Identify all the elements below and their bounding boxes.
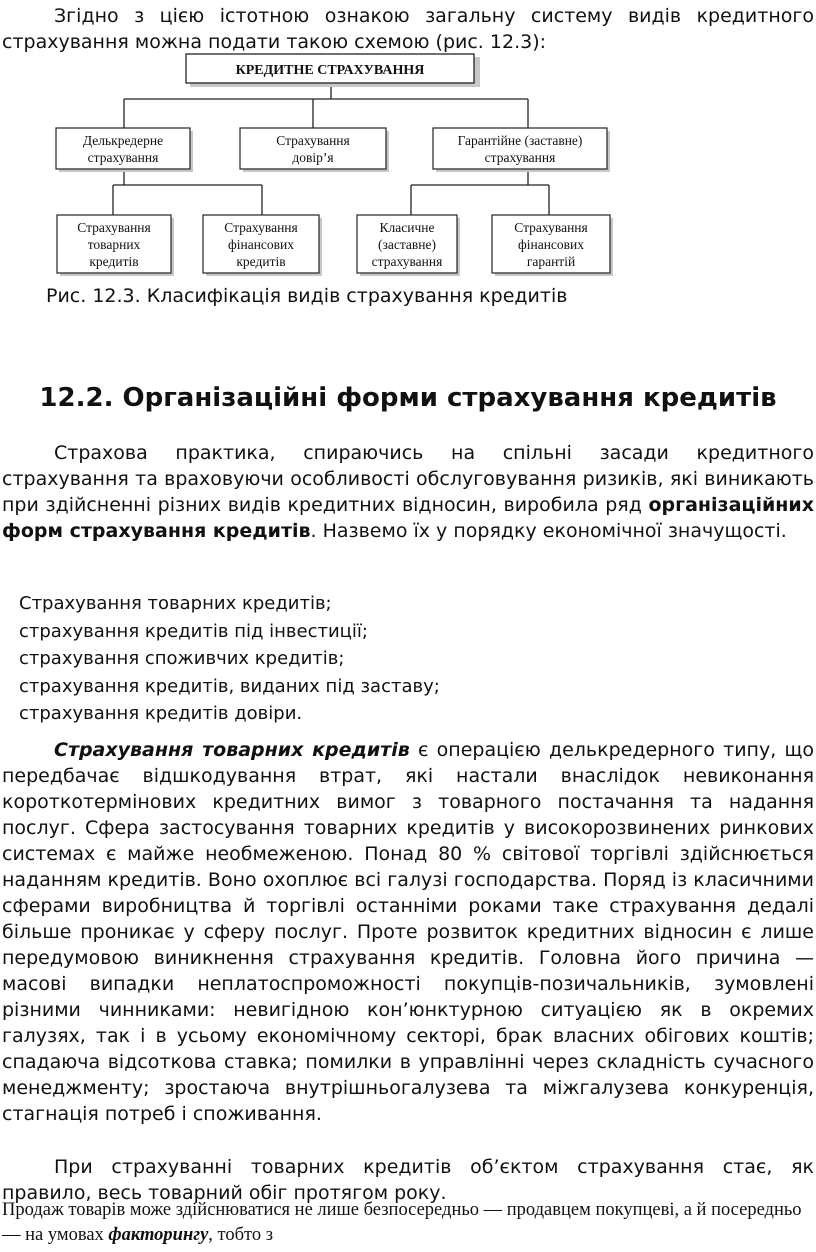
diagram-node-guarantee <box>433 128 610 172</box>
svg-text:фінансових: фінансових <box>227 237 295 252</box>
italic-bold-term: Страхування товарних кредитів <box>54 739 410 761</box>
svg-text:Страхування: Страхування <box>77 220 151 235</box>
diagram-node-delcredere <box>56 128 193 172</box>
diagram-root-label: КРЕДИТНЕ СТРАХУВАННЯ <box>235 63 425 78</box>
svg-text:Делькредерне: Делькредерне <box>82 133 164 148</box>
bold-term: організаційних форм страхування кредитів <box>2 494 814 542</box>
section-heading: 12.2. Організаційні форми страхування кредитів <box>39 383 777 413</box>
svg-text:(заставне): (заставне) <box>378 237 436 252</box>
diagram-node-commodity-credits <box>57 215 174 276</box>
svg-text:Страхування: Страхування <box>514 220 588 235</box>
svg-text:Класичне: Класичне <box>379 220 435 235</box>
svg-text:кредитів: кредитів <box>236 254 286 269</box>
diagram-root-box <box>186 54 480 87</box>
paragraph-commodity-credits: Страхування товарних кредитів є операцією делькредерного типу, що передбачає відшкодування втрат, які настали внаслідок невиконання короткотермінових кредитних вимог з товарного постачання та надання послуг. Сфера застосування товарних кредитів у високорозвинених ринкових системах є майже необмеженою. Понад 80 % світової торгівлі здійснюється наданням кредитів. Воно охоплює всі галузі господарства. Поряд із класичними сферами виробництва й торгівлі останніми роками таке страхування дедалі більше проникає у сферу послуг. Проте розвиток кредитних відносин є лише передумовою виникнення страхування кредитів. Головна його причина — масові випадки неплатоспроможності покупців-позичальників, зумовлені різними чинниками: невигідною кон’юнктурною ситуацією як в окремих галузях, так і в усьому економічному секторі, брак власних обігових коштів; спадаюча відсоткова ставка; помилки в управлінні через складність сучасного менеджменту; зростаюча внутрішньогалузева та міжгалузева конкуренція, стагнація потреб і споживання. <box>2 739 815 1125</box>
paragraph-object: При страхуванні товарних кредитів об’єктом страхування стає, як правило, весь товарний обіг протягом року. <box>2 1156 814 1204</box>
svg-text:страхування: страхування <box>87 150 159 165</box>
credit-insurance-diagram <box>0 50 816 282</box>
footer-paragraph: Продаж товарів може здійснюватися не лише безпосередньо — продавцем покупцеві, а й посередньо — на умовах факторингу, тобто з <box>2 1200 802 1245</box>
forms-list <box>19 590 440 728</box>
svg-text:Гарантійне (заставне): Гарантійне (заставне) <box>457 133 583 148</box>
list-item: страхування кредитів довіри. <box>19 703 303 724</box>
svg-text:страхування: страхування <box>371 254 443 269</box>
intro-paragraph: Згідно з цією істотною ознакою загальну систему видів кредитного страхування можна подати такою схемою (рис. 12.3): <box>2 5 814 53</box>
svg-text:фінансових: фінансових <box>517 237 585 252</box>
svg-text:кредитів: кредитів <box>89 254 139 269</box>
diagram-node-trust <box>240 128 389 172</box>
figure-caption: Рис. 12.3. Класифікація видів страхування кредитів <box>46 285 568 307</box>
list-item: страхування споживчих кредитів; <box>19 648 345 669</box>
svg-text:страхування: страхування <box>484 150 556 165</box>
diagram-node-financial-guarantees <box>492 215 613 276</box>
factoring-term: факторингу <box>108 1225 209 1245</box>
svg-text:довір’я: довір’я <box>292 150 334 165</box>
list-item: Страхування товарних кредитів; <box>19 593 332 614</box>
list-item: страхування кредитів, виданих під заставу; <box>19 675 440 697</box>
svg-text:товарних: товарних <box>87 237 141 252</box>
svg-text:Страхування: Страхування <box>276 133 350 148</box>
paragraph-forms: Страхова практика, спираючись на спільні засади кредитного страхування та враховуючи особливості обслуговування ризиків, які виникають при здійсненні різних видів кредитних відносин, виробила ряд організаційних форм страхування кредитів. Назвемо їх у порядку економічної значущості. <box>2 442 814 542</box>
diagram-node-classic-collateral <box>357 215 460 276</box>
svg-text:гарантій: гарантій <box>526 254 576 269</box>
svg-text:Страхування: Страхування <box>224 220 298 235</box>
list-item: страхування кредитів під інвестиції; <box>19 620 368 642</box>
diagram-node-financial-credits <box>203 215 322 276</box>
